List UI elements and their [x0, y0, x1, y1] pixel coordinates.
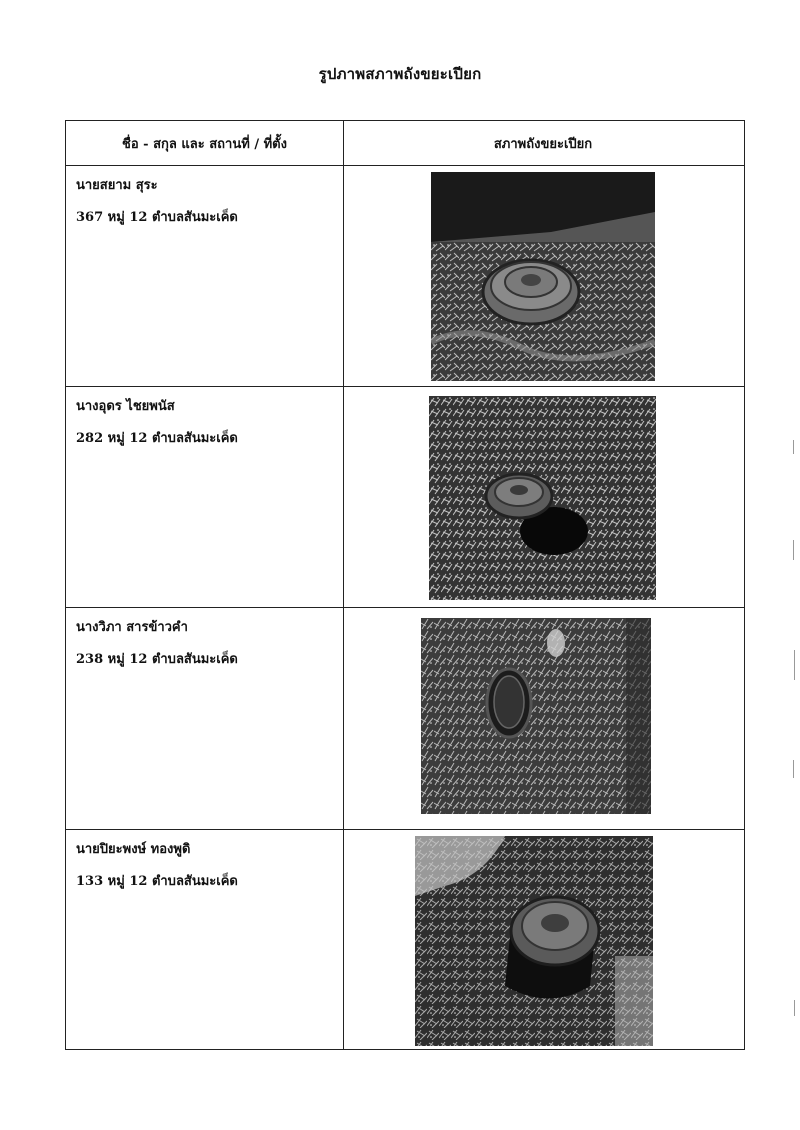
scan-artifact	[794, 1000, 795, 1016]
resident-name: นางวิภา สารข้าวคำ	[76, 620, 188, 635]
resident-name: นายสยาม สุระ	[76, 178, 158, 193]
table-row	[66, 830, 744, 1051]
page-title: รูปภาพสภาพถังขยะเปียก	[318, 65, 482, 83]
scan-artifact	[793, 760, 794, 778]
scan-artifact	[793, 440, 794, 454]
resident-address: 238 หมู่ 12 ตำบลสันมะเค็ด	[76, 652, 238, 667]
resident-address: 282 หมู่ 12 ตำบลสันมะเค็ด	[76, 431, 238, 446]
bin-photo	[429, 396, 656, 600]
resident-address: 133 หมู่ 12 ตำบลสันมะเค็ด	[76, 874, 238, 889]
bin-photo	[421, 618, 651, 814]
table-row	[66, 608, 744, 830]
scan-artifact	[794, 650, 795, 680]
bin-condition-table	[65, 120, 745, 1050]
bin-photo	[415, 836, 653, 1046]
scan-artifact	[793, 540, 794, 560]
resident-name: นายปิยะพงษ์ ทองพูดิ	[76, 842, 191, 857]
table-header	[66, 121, 744, 166]
table-row	[66, 387, 744, 608]
resident-address: 367 หมู่ 12 ตำบลสันมะเค็ด	[76, 210, 238, 225]
resident-name: นางอุดร ไชยพนัส	[76, 399, 175, 414]
table-row	[66, 166, 744, 387]
header-bin-condition: สภาพถังขยะเปียก	[493, 137, 593, 152]
bin-photo	[431, 172, 655, 381]
header-name-location: ชื่อ - สกุล และ สถานที่ / ที่ตั้ง	[122, 137, 287, 152]
